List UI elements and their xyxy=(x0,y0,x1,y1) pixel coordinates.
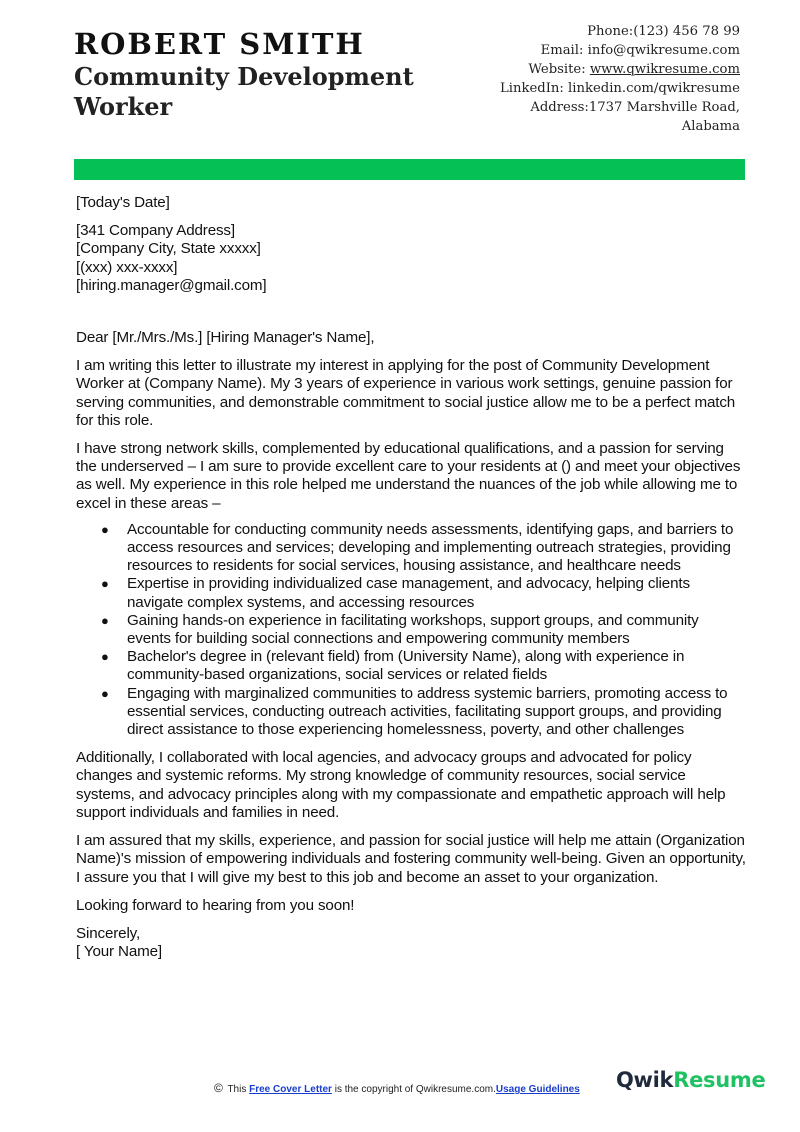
website-label: Website: xyxy=(528,62,590,77)
list-item: ● Bachelor's degree in (relevant field) from (University Name), along with experience in community-based organizations, social services or related fields xyxy=(101,648,685,684)
contact-linkedin: LinkedIn: linkedin.com/qwikresume xyxy=(499,81,740,96)
closing-line: Looking forward to hearing from you soon! xyxy=(76,896,355,914)
bullet-icon: ● xyxy=(101,649,109,665)
contact-address-line1: Address:1737 Marshville Road, xyxy=(530,100,740,115)
recipient-address xyxy=(76,222,746,295)
logo-text-qwik: Qwik xyxy=(616,1068,674,1092)
paragraph-intro: I am writing this letter to illustrate my interest in applying for the post of Community Development Worker at (Company Name). My 3 years of experience in various work settings, genuine passion for serving communities, and demonstrable commitment to social justice allow me to be a perfect match for this role. xyxy=(76,357,736,429)
contact-website xyxy=(500,60,740,79)
recipient-line: [Company City, State xxxxx] xyxy=(76,240,261,258)
bullet-icon: ● xyxy=(101,576,109,592)
contact-phone: Phone:(123) 456 78 99 xyxy=(587,24,740,39)
paragraph-assurance: I am assured that my skills, experience, and passion for social justice will help me attain (Organization Name)'s mission of empowering individuals and fostering community well-being. Given an opportunity, I assure you that I will give my best to this job and become an asset to your organization. xyxy=(76,832,746,886)
achievement-list xyxy=(76,521,746,739)
signoff-block xyxy=(76,925,746,961)
usage-guidelines-link[interactable]: Usage Guidelines xyxy=(495,1084,580,1095)
letter-date: [Today's Date] xyxy=(76,194,170,211)
free-cover-letter-link[interactable]: Free Cover Letter xyxy=(249,1084,332,1095)
copyright-notice: © This Free Cover Letter is the copyright of Qwikresume.com.Usage Guidelines xyxy=(214,1081,580,1095)
bullet-icon: ● xyxy=(101,612,109,628)
accent-divider-bar xyxy=(74,159,745,180)
job-title: Community Development Worker xyxy=(74,62,414,121)
list-item: ● Accountable for conducting community needs assessments, identifying gaps, and barriers to access resources and services; developing and implementing outreach strategies, providing resources to residents for social services, housing assistance, and healthcare needs xyxy=(101,520,734,575)
paragraph-additionally: Additionally, I collaborated with local agencies, and advocacy groups and advocated for policy changes and systemic reforms. My strong knowledge of community resources, social service systems, and advocacy principles along with my compassionate and empathetic approach will help support individuals and families in need. xyxy=(76,749,726,821)
list-item: ● Expertise in providing individualized case management, and advocacy, helping clients navigate complex systems, and accessing resources xyxy=(101,575,690,611)
signature: [ Your Name] xyxy=(76,943,163,961)
signoff: Sincerely, xyxy=(76,924,141,942)
qwikresume-logo[interactable] xyxy=(616,1068,765,1092)
contact-email: Email: info@qwikresume.com xyxy=(540,43,740,58)
bullet-icon: ● xyxy=(101,685,109,701)
logo-text-resume: Resume xyxy=(673,1068,766,1092)
bullet-icon: ● xyxy=(101,521,109,537)
recipient-line: [341 Company Address] xyxy=(76,222,235,240)
contact-address-line2: Alabama xyxy=(681,119,740,134)
recipient-line: [(xxx) xxx-xxxx] xyxy=(76,258,178,276)
candidate-name: ROBERT SMITH xyxy=(74,27,365,61)
contact-block xyxy=(500,22,740,136)
website-link[interactable]: www.qwikresume.com xyxy=(589,62,740,77)
list-item: ● Gaining hands-on experience in facilitating workshops, support groups, and community events for building social connections and empowering community members xyxy=(101,611,699,648)
salutation: Dear [Mr./Mrs./Ms.] [Hiring Manager's Name], xyxy=(76,329,375,347)
paragraph-skills: I have strong network skills, complemented by educational qualifications, and a passion for serving the underserved – I am sure to provide excellent care to your residents at () and meet your objectives as well. My experience in this role helped me understand the nuances of the job while allowing me to excel in these areas – xyxy=(76,440,741,512)
copyright-icon: © xyxy=(214,1081,223,1095)
list-item: ● Engaging with marginalized communities to address systemic barriers, promoting access to essential services, conducting outreach activities, facilitating support groups, and providing direct assistance to those experiencing homelessness, poverty, and other challenges xyxy=(101,684,728,739)
recipient-line: [hiring.manager@gmail.com] xyxy=(76,276,267,294)
resume-header xyxy=(74,22,746,142)
letter-body xyxy=(76,194,746,961)
